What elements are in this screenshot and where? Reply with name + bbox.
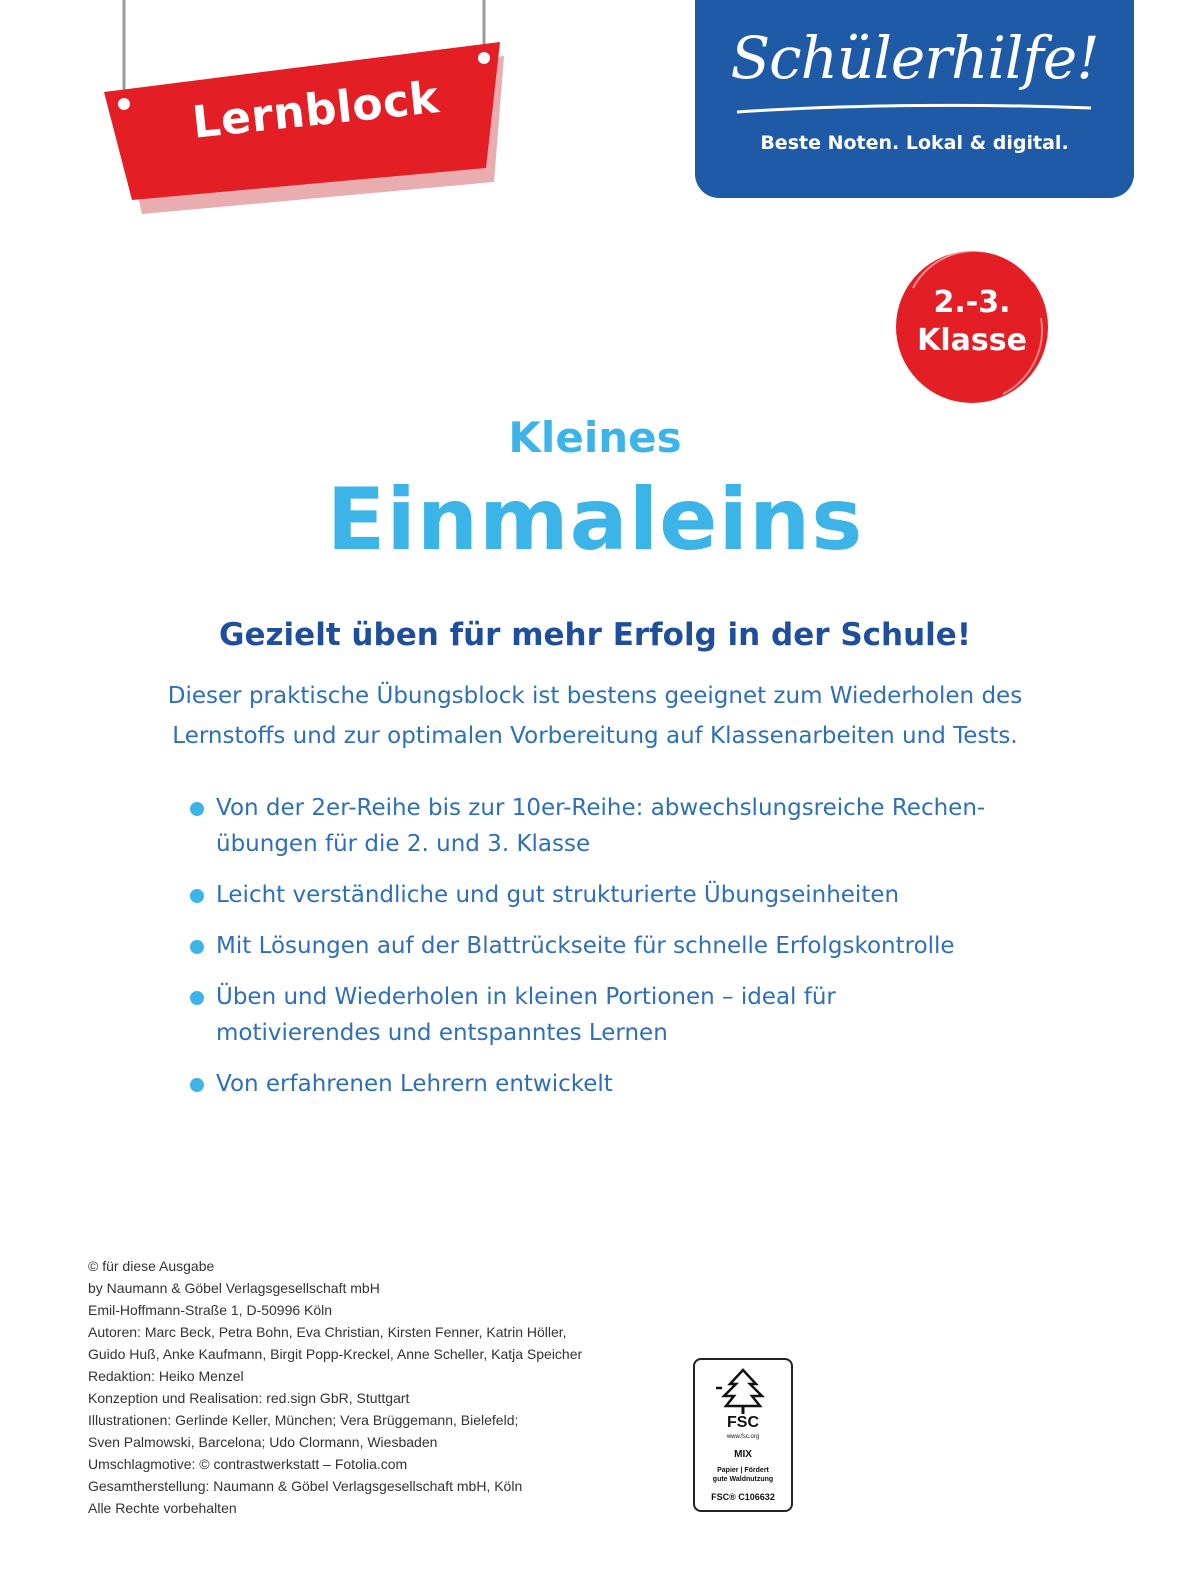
grade-label: Klasse	[917, 323, 1027, 358]
list-item-text: übungen für die 2. und 3. Klasse	[216, 831, 591, 857]
imprint-line: © für diese Ausgabe	[88, 1258, 215, 1274]
intro-line: Lernstoffs und zur optimalen Vorbereitung auf Klassenarbeiten und Tests.	[172, 723, 1018, 749]
feature-list	[188, 790, 1048, 1117]
sign-label: Lernblock	[190, 72, 442, 149]
intro-text	[120, 676, 1070, 756]
list-item-text: Von der 2er-Reihe bis zur 10er-Reihe: abwechslungsreiche Rechen-	[216, 795, 986, 821]
fsc-mix: MIX	[734, 1449, 752, 1460]
bullet-dot-icon	[190, 991, 204, 1005]
grade-badge	[893, 248, 1051, 406]
fsc-paper-line: gute Waldnutzung	[712, 1476, 774, 1483]
logo-swoosh-icon	[735, 102, 1095, 116]
lernblock-sign	[0, 0, 520, 230]
imprint-line: by Naumann & Göbel Verlagsgesellschaft mbH	[88, 1280, 380, 1296]
logo-tagline: Beste Noten. Lokal & digital.	[760, 132, 1069, 154]
list-item-text: Von erfahrenen Lehrern entwickelt	[216, 1071, 613, 1097]
list-item	[188, 877, 1048, 913]
list-item	[188, 1066, 1048, 1102]
imprint-line: Emil-Hoffmann-Straße 1, D-50996 Köln	[88, 1302, 333, 1318]
list-item	[188, 928, 1048, 964]
imprint-line: Illustrationen: Gerlinde Keller, München; Vera Brüggemann, Bielefeld;	[88, 1412, 519, 1428]
grade-range: 2.-3.	[933, 285, 1011, 320]
imprint-line: Sven Palmowski, Barcelona; Udo Clormann, Wiesbaden	[88, 1434, 438, 1450]
imprint-line: Umschlagmotive: © contrastwerkstatt – Fotolia.com	[88, 1456, 408, 1472]
title-small: Kleines	[508, 413, 682, 462]
list-item-text: Mit Lösungen auf der Blattrückseite für schnelle Erfolgskontrolle	[216, 933, 955, 959]
bullet-dot-icon	[190, 940, 204, 954]
imprint-line: Redaktion: Heiko Menzel	[88, 1368, 244, 1384]
imprint-line: Autoren: Marc Beck, Petra Bohn, Eva Christian, Kirsten Fenner, Katrin Höller,	[88, 1324, 567, 1340]
schuelerhilfe-logo	[695, 0, 1134, 198]
fsc-code: FSC® C106632	[711, 1492, 775, 1502]
fsc-paper-line: Papier | Fördert	[717, 1467, 769, 1474]
list-item	[188, 979, 1048, 1051]
fsc-label	[693, 1358, 793, 1512]
bullet-dot-icon	[190, 1078, 204, 1092]
page-title: Einmaleins	[326, 470, 864, 570]
list-item-text: Üben und Wiederholen in kleinen Portionen – ideal für	[216, 984, 836, 1010]
imprint-line: Gesamtherstellung: Naumann & Göbel Verlagsgesellschaft mbH, Köln	[88, 1478, 523, 1494]
intro-line: Dieser praktische Übungsblock ist bestens geeignet zum Wiederholen des	[167, 683, 1023, 709]
fsc-url: www.fsc.org	[726, 1434, 760, 1440]
subtitle: Gezielt üben für mehr Erfolg in der Schule!	[219, 617, 971, 653]
imprint	[88, 1255, 648, 1519]
fsc-tree-icon	[712, 1368, 774, 1414]
imprint-line: Guido Huß, Anke Kaufmann, Birgit Popp-Kreckel, Anne Scheller, Katja Speicher	[88, 1346, 583, 1362]
logo-wordmark: Schülerhilfe!	[730, 24, 1099, 92]
list-item-text: motivierendes und entspanntes Lernen	[216, 1020, 668, 1046]
list-item	[188, 790, 1048, 862]
bullet-dot-icon	[190, 802, 204, 816]
imprint-line: Konzeption und Realisation: red.sign GbR, Stuttgart	[88, 1390, 410, 1406]
fsc-paper-text	[699, 1466, 787, 1484]
bullet-dot-icon	[190, 889, 204, 903]
fsc-name: FSC	[727, 1414, 759, 1431]
imprint-line: Alle Rechte vorbehalten	[88, 1500, 237, 1516]
list-item-text: Leicht verständliche und gut strukturierte Übungseinheiten	[216, 882, 900, 908]
